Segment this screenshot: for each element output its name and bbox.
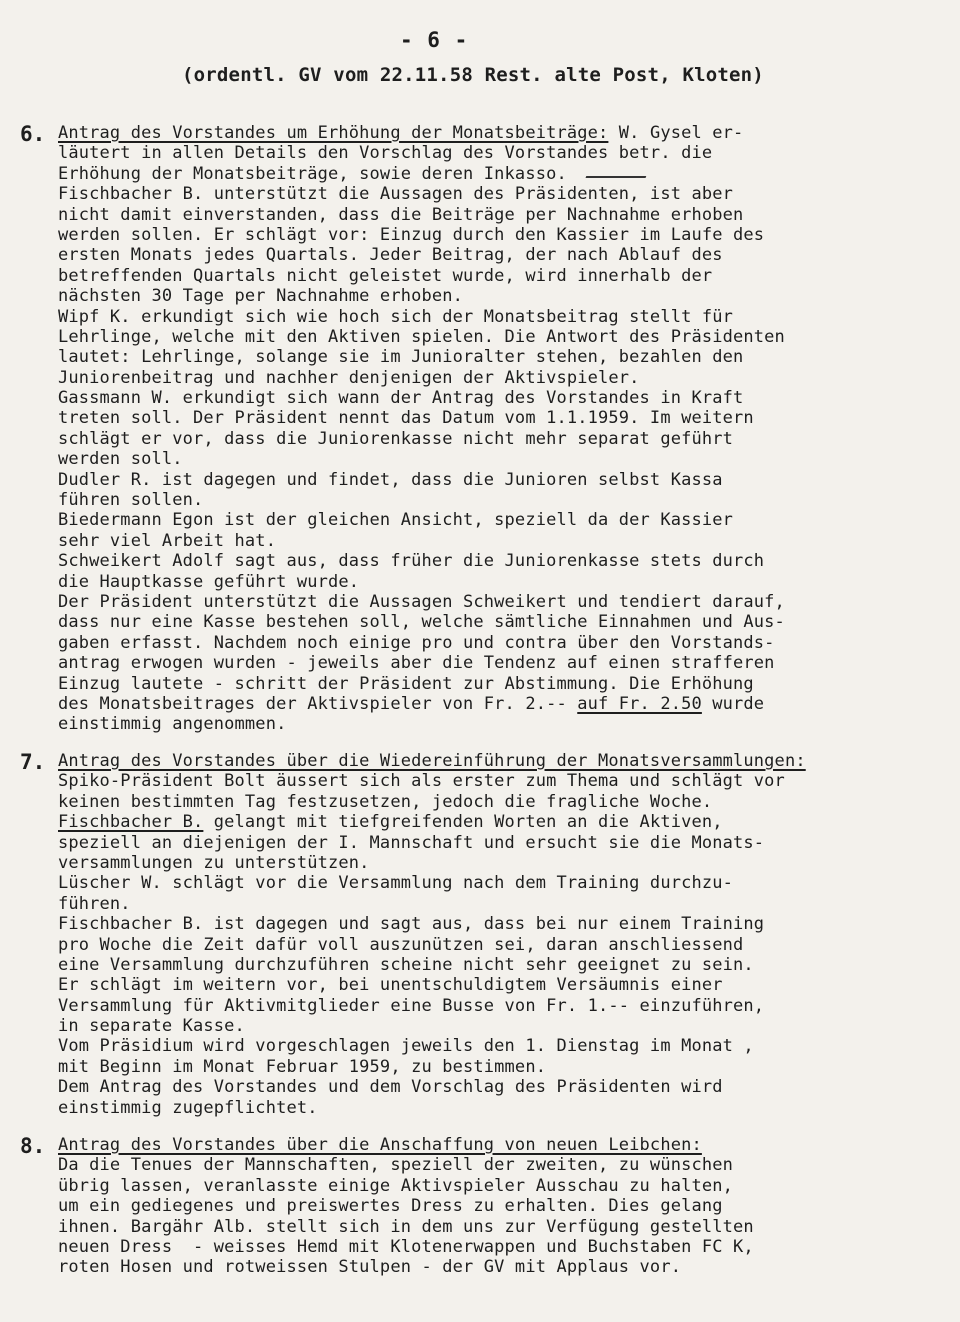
text-line: führen. xyxy=(58,893,131,914)
text-line: treten soll. Der Präsident nennt das Datum vom 1.1.1959. Im weitern xyxy=(58,408,754,429)
text-line: sehr viel Arbeit hat. xyxy=(58,530,277,551)
text-line: betreffenden Quartals nicht geleistet wurde, wird innerhalb der xyxy=(58,265,713,286)
text-line: Lüscher W. schlägt vor die Versammlung nach dem Training durchzu- xyxy=(58,873,734,894)
text-line: einstimmig angenommen. xyxy=(58,714,287,735)
text-line: Da die Tenues der Mannschaften, speziell der zweiten, zu wünschen xyxy=(58,1155,734,1176)
text-line: Fischbacher B. ist dagegen und sagt aus, dass bei nur einem Training xyxy=(58,914,765,935)
text-line: Gassmann W. erkundigt sich wann der Antrag des Vorstandes in Kraft xyxy=(58,388,744,409)
text-line: speziell an diejenigen der I. Mannschaft und ersucht sie die Monats- xyxy=(58,832,765,853)
text-line: läutert in allen Details den Vorschlag des Vorstandes betr. die xyxy=(58,143,713,164)
text-line: antrag erwogen wurden - jeweils aber die Tendenz auf einen strafferen xyxy=(58,653,775,674)
text-line: Vom Präsidium wird vorgeschlagen jeweils den 1. Dienstag im Monat , xyxy=(58,1036,754,1057)
item-heading: Antrag des Vorstandes um Erhöhung der Monatsbeiträge: xyxy=(58,123,609,143)
text-line: Der Präsident unterstützt die Aussagen Schweikert und tendiert darauf, xyxy=(58,591,785,612)
item-text xyxy=(58,123,958,735)
text-line: Erhöhung der Monatsbeiträge, sowie deren Inkasso. xyxy=(58,164,958,184)
text-line: mit Beginn im Monat Februar 1959, zu bestimmen. xyxy=(58,1056,547,1077)
text-line: nicht damit einverstanden, dass die Beiträge per Nachnahme erhoben xyxy=(58,204,744,225)
text-line: führen sollen. xyxy=(58,490,204,511)
text-line: Fischbacher B. unterstützt die Aussagen des Präsidenten, ist aber xyxy=(58,184,734,205)
item-heading: Antrag des Vorstandes über die Anschaffung von neuen Leibchen: xyxy=(58,1135,702,1155)
text-line: Biedermann Egon ist der gleichen Ansicht, speziell da der Kassier xyxy=(58,510,734,531)
item-text xyxy=(58,751,958,1118)
item-number: 8. xyxy=(20,1134,46,1158)
text-line: versammlungen zu unterstützen. xyxy=(58,852,370,873)
text-line: Dem Antrag des Vorstandes und dem Vorschlag des Präsidenten wird xyxy=(58,1077,723,1098)
text-line: Fischbacher B. gelangt mit tiefgreifenden Worten an die Aktiven, xyxy=(58,812,723,833)
text-line: Schweikert Adolf sagt aus, dass früher die Juniorenkasse stets durch xyxy=(58,551,765,572)
new-fee-amount: auf Fr. 2.50 xyxy=(577,693,702,714)
text-line: ersten Monats jedes Quartals. Jeder Beitrag, der nach Ablauf des xyxy=(58,245,723,266)
text-line: um ein gediegenes und preiswertes Dress zu erhalten. Dies gelang xyxy=(58,1196,723,1217)
strikeout-mark xyxy=(585,170,648,178)
item-number: 6. xyxy=(20,122,46,146)
text-line: Lehrlinge, welche mit den Aktiven spielen. Die Antwort des Präsidenten xyxy=(58,326,785,347)
text-line: dass nur eine Kasse bestehen soll, welche sämtliche Einnahmen und Aus- xyxy=(58,612,785,633)
text-line: Versammlung für Aktivmitglieder eine Busse von Fr. 1.-- einzuführen, xyxy=(58,995,765,1016)
text-line: Spiko-Präsident Bolt äussert sich als erster zum Thema und schlägt vor xyxy=(58,771,785,792)
page-number: - 6 - xyxy=(400,28,469,52)
text-line: pro Woche die Zeit dafür voll auszunützen sei, daran anschliessend xyxy=(58,934,744,955)
item-number: 7. xyxy=(20,750,46,774)
text-line: Einzug lautete - schritt der Präsident zur Abstimmung. Die Erhöhung xyxy=(58,673,754,694)
text-line: keinen bestimmten Tag festzusetzen, jedoch die fragliche Woche. xyxy=(58,791,713,812)
minutes-subtitle: (ordentl. GV vom 22.11.58 Rest. alte Post, Kloten) xyxy=(182,64,764,86)
text-line: werden sollen. Er schlägt vor: Einzug durch den Kassier im Laufe des xyxy=(58,224,765,245)
text-line: in separate Kasse. xyxy=(58,1016,245,1037)
text-line: die Hauptkasse geführt wurde. xyxy=(58,571,360,592)
text-line: eine Versammlung durchzuführen scheine nicht sehr geeignet zu sein. xyxy=(58,954,754,975)
text-line: Antrag des Vorstandes um Erhöhung der Monatsbeiträge: W. Gysel er- xyxy=(58,123,744,143)
text-line: schlägt er vor, dass die Juniorenkasse nicht mehr separat geführt xyxy=(58,428,734,449)
item-heading: Antrag des Vorstandes über die Wiedereinführung der Monatsversammlungen: xyxy=(58,751,806,771)
item-text xyxy=(58,1135,958,1278)
text-line: roten Hosen und rotweissen Stulpen - der GV mit Applaus vor. xyxy=(58,1257,682,1278)
text-line: ihnen. Bargähr Alb. stellt sich in dem uns zur Verfügung gestellten xyxy=(58,1216,754,1237)
text-line: Er schlägt im weitern vor, bei unentschuldigtem Versäumnis einer xyxy=(58,975,723,996)
text-line: des Monatsbeitrages der Aktivspieler von Fr. 2.-- auf Fr. 2.50 wurde xyxy=(58,693,765,714)
text-line: übrig lassen, veranlasste einige Aktivspieler Ausschau zu halten, xyxy=(58,1175,734,1196)
text-line: nächsten 30 Tage per Nachnahme erhoben. xyxy=(58,286,464,307)
text-line: werden soll. xyxy=(58,449,183,470)
text-line: Dudler R. ist dagegen und findet, dass die Junioren selbst Kassa xyxy=(58,469,723,490)
text-line: Wipf K. erkundigt sich wie hoch sich der Monatsbeitrag stellt für xyxy=(58,306,734,327)
text-line: gaben erfasst. Nachdem noch einige pro und contra über den Vorstands- xyxy=(58,632,775,653)
text-line: lautet: Lehrlinge, solange sie im Junioralter stehen, bezahlen den xyxy=(58,347,744,368)
text-line: Juniorenbeitrag und nachher denjenigen der Aktivspieler. xyxy=(58,367,640,388)
text-line: neuen Dress - weisses Hemd mit Klotenerwappen und Buchstaben FC K, xyxy=(58,1236,754,1257)
text-line: einstimmig zugepflichtet. xyxy=(58,1097,318,1118)
